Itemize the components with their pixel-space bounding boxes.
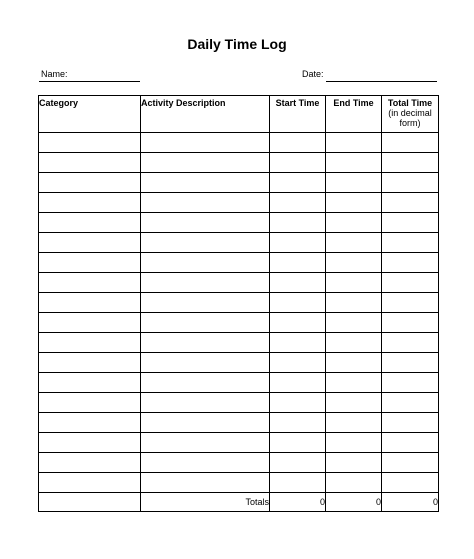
cell-end-time[interactable] bbox=[326, 453, 382, 473]
cell-end-time[interactable] bbox=[326, 213, 382, 233]
cell-category[interactable] bbox=[39, 293, 141, 313]
cell-start-time[interactable] bbox=[270, 313, 326, 333]
cell-total-time[interactable] bbox=[382, 373, 439, 393]
cell-category[interactable] bbox=[39, 373, 141, 393]
page-title: Daily Time Log bbox=[187, 36, 287, 52]
cell-end-time[interactable] bbox=[326, 413, 382, 433]
table-row bbox=[39, 313, 439, 333]
table-row bbox=[39, 373, 439, 393]
cell-total-time[interactable] bbox=[382, 193, 439, 213]
table-row bbox=[39, 273, 439, 293]
cell-start-time[interactable] bbox=[270, 133, 326, 153]
table-row bbox=[39, 433, 439, 453]
cell-start-time[interactable] bbox=[270, 333, 326, 353]
cell-start-time[interactable] bbox=[270, 473, 326, 493]
table-row bbox=[39, 173, 439, 193]
cell-end-time[interactable] bbox=[326, 313, 382, 333]
cell-start-time[interactable] bbox=[270, 453, 326, 473]
cell-activity-description[interactable] bbox=[141, 453, 270, 473]
cell-start-time[interactable] bbox=[270, 293, 326, 313]
table-row bbox=[39, 473, 439, 493]
cell-category[interactable] bbox=[39, 273, 141, 293]
cell-total-time[interactable] bbox=[382, 253, 439, 273]
cell-activity-description[interactable] bbox=[141, 153, 270, 173]
cell-start-time[interactable] bbox=[270, 213, 326, 233]
cell-total-time[interactable] bbox=[382, 333, 439, 353]
cell-end-time[interactable] bbox=[326, 393, 382, 413]
cell-start-time[interactable] bbox=[270, 273, 326, 293]
cell-end-time[interactable] bbox=[326, 193, 382, 213]
cell-total-time[interactable] bbox=[382, 393, 439, 413]
cell-activity-description[interactable] bbox=[141, 473, 270, 493]
cell-end-time[interactable] bbox=[326, 353, 382, 373]
cell-total-time[interactable] bbox=[382, 453, 439, 473]
cell-start-time[interactable] bbox=[270, 173, 326, 193]
cell-category[interactable] bbox=[39, 333, 141, 353]
totals-total-time: 0 bbox=[382, 493, 439, 512]
cell-start-time[interactable] bbox=[270, 393, 326, 413]
date-field[interactable] bbox=[326, 81, 437, 82]
cell-end-time[interactable] bbox=[326, 473, 382, 493]
cell-category[interactable] bbox=[39, 193, 141, 213]
cell-total-time[interactable] bbox=[382, 413, 439, 433]
cell-start-time[interactable] bbox=[270, 373, 326, 393]
cell-total-time[interactable] bbox=[382, 173, 439, 193]
cell-category[interactable] bbox=[39, 393, 141, 413]
header-start-time: Start Time bbox=[270, 96, 326, 133]
cell-total-time[interactable] bbox=[382, 313, 439, 333]
cell-total-time[interactable] bbox=[382, 153, 439, 173]
cell-end-time[interactable] bbox=[326, 233, 382, 253]
cell-activity-description[interactable] bbox=[141, 193, 270, 213]
cell-end-time[interactable] bbox=[326, 373, 382, 393]
cell-category[interactable] bbox=[39, 233, 141, 253]
cell-end-time[interactable] bbox=[326, 173, 382, 193]
header-category: Category bbox=[39, 96, 141, 133]
cell-total-time[interactable] bbox=[382, 133, 439, 153]
cell-category[interactable] bbox=[39, 133, 141, 153]
cell-start-time[interactable] bbox=[270, 193, 326, 213]
header-total-time bbox=[382, 96, 439, 133]
name-field[interactable] bbox=[39, 81, 140, 82]
cell-start-time[interactable] bbox=[270, 253, 326, 273]
table-row bbox=[39, 353, 439, 373]
table-body bbox=[39, 133, 439, 512]
table-row bbox=[39, 333, 439, 353]
header-total-time-label: Total Time bbox=[387, 98, 433, 108]
cell-start-time[interactable] bbox=[270, 353, 326, 373]
table-row bbox=[39, 253, 439, 273]
cell-activity-description[interactable] bbox=[141, 293, 270, 313]
cell-activity-description[interactable] bbox=[141, 213, 270, 233]
cell-total-time[interactable] bbox=[382, 473, 439, 493]
header-total-time-subtitle: (in decimal form) bbox=[388, 108, 432, 128]
header-activity-description: Activity Description bbox=[141, 96, 270, 133]
cell-activity-description[interactable] bbox=[141, 353, 270, 373]
cell-activity-description[interactable] bbox=[141, 393, 270, 413]
cell-total-time[interactable] bbox=[382, 233, 439, 253]
table-row bbox=[39, 233, 439, 253]
header-end-time: End Time bbox=[326, 96, 382, 133]
cell-end-time[interactable] bbox=[326, 133, 382, 153]
cell-activity-description[interactable] bbox=[141, 173, 270, 193]
cell-end-time[interactable] bbox=[326, 433, 382, 453]
cell-total-time[interactable] bbox=[382, 273, 439, 293]
cell-start-time[interactable] bbox=[270, 233, 326, 253]
cell-activity-description[interactable] bbox=[141, 313, 270, 333]
cell-category[interactable] bbox=[39, 173, 141, 193]
totals-label: Totals bbox=[141, 493, 270, 512]
cell-end-time[interactable] bbox=[326, 333, 382, 353]
table-row bbox=[39, 133, 439, 153]
cell-total-time[interactable] bbox=[382, 433, 439, 453]
cell-activity-description[interactable] bbox=[141, 253, 270, 273]
cell-category[interactable] bbox=[39, 253, 141, 273]
cell-activity-description[interactable] bbox=[141, 233, 270, 253]
cell-category[interactable] bbox=[39, 213, 141, 233]
table-row bbox=[39, 193, 439, 213]
cell-category[interactable] bbox=[39, 433, 141, 453]
table-row bbox=[39, 413, 439, 433]
cell-activity-description[interactable] bbox=[141, 273, 270, 293]
totals-row bbox=[39, 493, 439, 512]
cell-category[interactable] bbox=[39, 413, 141, 433]
cell-category[interactable] bbox=[39, 473, 141, 493]
cell-total-time[interactable] bbox=[382, 353, 439, 373]
cell-start-time[interactable] bbox=[270, 433, 326, 453]
table-row bbox=[39, 213, 439, 233]
cell-category[interactable] bbox=[39, 313, 141, 333]
cell-activity-description[interactable] bbox=[141, 333, 270, 353]
time-log-table bbox=[38, 95, 439, 512]
cell-category[interactable] bbox=[39, 353, 141, 373]
date-label: Date: bbox=[302, 69, 324, 79]
table-row bbox=[39, 453, 439, 473]
table-row bbox=[39, 153, 439, 173]
cell-end-time[interactable] bbox=[326, 153, 382, 173]
cell-start-time[interactable] bbox=[270, 413, 326, 433]
totals-end-time: 0 bbox=[326, 493, 382, 512]
cell-end-time[interactable] bbox=[326, 253, 382, 273]
name-label: Name: bbox=[41, 69, 68, 79]
cell-activity-description[interactable] bbox=[141, 133, 270, 153]
totals-start-time: 0 bbox=[270, 493, 326, 512]
cell-activity-description[interactable] bbox=[141, 413, 270, 433]
cell-activity-description[interactable] bbox=[141, 433, 270, 453]
cell-start-time[interactable] bbox=[270, 153, 326, 173]
header-row bbox=[39, 96, 439, 133]
table-row bbox=[39, 393, 439, 413]
cell-total-time[interactable] bbox=[382, 293, 439, 313]
cell-activity-description[interactable] bbox=[141, 373, 270, 393]
cell-category[interactable] bbox=[39, 453, 141, 473]
table-row bbox=[39, 293, 439, 313]
cell-end-time[interactable] bbox=[326, 293, 382, 313]
cell-total-time[interactable] bbox=[382, 213, 439, 233]
cell-end-time[interactable] bbox=[326, 273, 382, 293]
totals-blank-cell bbox=[39, 493, 141, 512]
cell-category[interactable] bbox=[39, 153, 141, 173]
